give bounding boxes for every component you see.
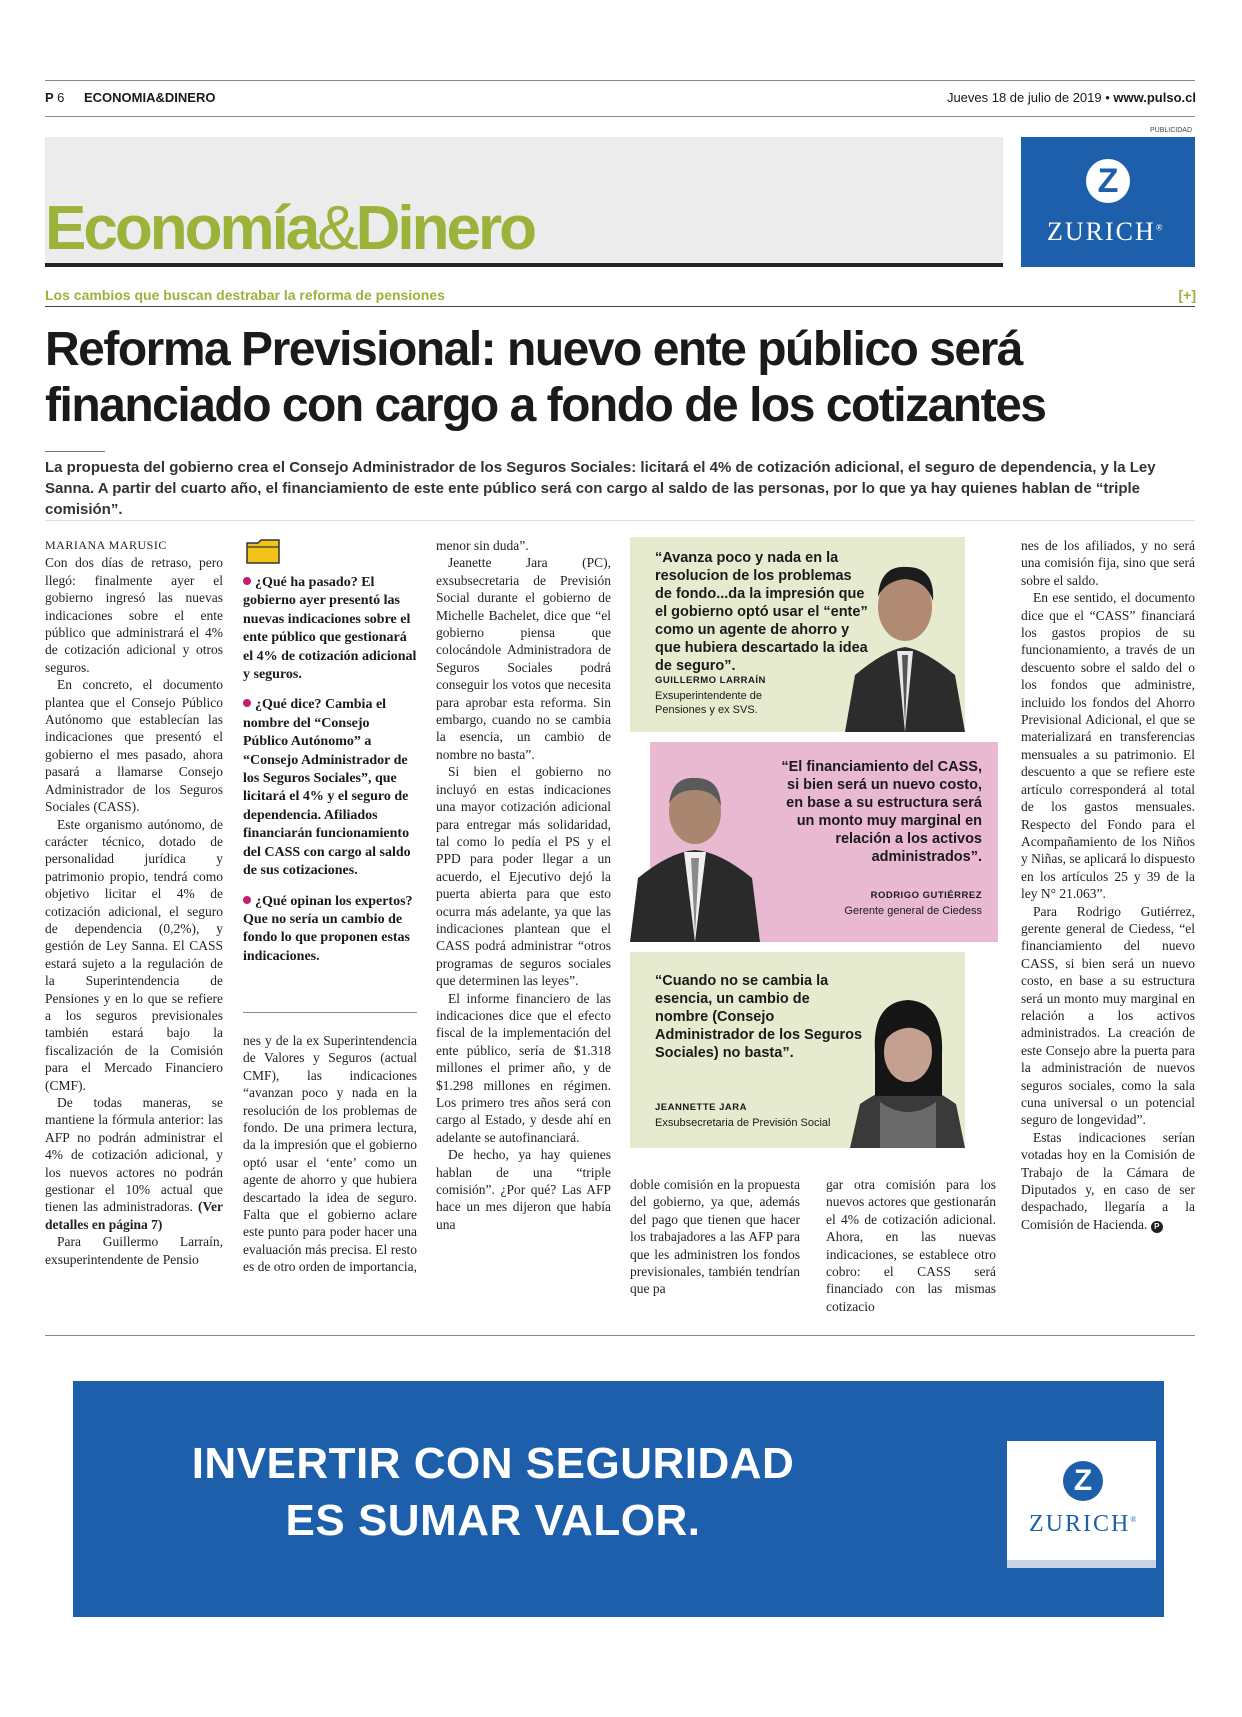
paragraph: gar otra comisión para los nuevos actores que gestionarán el 4% de cotización adicional. Ahora, en las nuevas indicaciones, se establece otro cobro: el CASS será financiado con las mismas cotizacio <box>826 1177 996 1314</box>
paragraph: Para Rodrigo Gutiérrez, gerente general de Ciedess, “el financiamiento del nuevo CASS, si bien será un nuevo costo, en base a su estructura será un monto muy marginal en relación a los activos administrados. La creación de este Consejo abre la puerta para la administración de nuevos seguros sociales, como la sala cuna universal o un potencial seguro de longevidad”. <box>1021 903 1195 1128</box>
quote-role: Gerente general de Ciedess <box>844 905 982 917</box>
paragraph: En concreto, el documento plantea que el Consejo Público Autónomo que establecían las indicaciones que presentó el gobierno el mes pasado, ahora pasará a llamarse Consejo Administrador de los Seguros Sociales (CASS). <box>45 677 223 815</box>
bullet-icon <box>243 896 251 904</box>
quote-author: RODRIGO GUTIÉRREZ <box>870 890 982 901</box>
headline: Reforma Previsional: nuevo ente público será financiado con cargo a fondo de los cotizantes <box>45 323 1046 432</box>
quote-role: Exsubsecretaria de Previsión Social <box>655 1117 831 1129</box>
body-column-3 <box>436 537 611 1233</box>
zurich-ad-box[interactable] <box>1021 137 1195 267</box>
paragraph: doble comisión en la propuesta del gobierno, ya que, además del pago que tienen que hacer los trabajadores a las AFP para que les administren los fondos previsionales, también tendrían que pa <box>630 1177 800 1297</box>
quote-author: JEANNETTE JARA <box>655 1102 747 1113</box>
ad-headline-line1: INVERTIR CON SEGURIDAD <box>191 1439 795 1488</box>
header-rule <box>45 116 1195 117</box>
paragraph: menor sin duda”. <box>436 538 529 553</box>
zurich-logo-icon: Z <box>1063 1461 1103 1501</box>
bajada: La propuesta del gobierno crea el Consejo Administrador de los Seguros Sociales: licitará el 4% de cotización adicional, el seguro de dependencia, y la Ley Sanna. A partir del cuarto año, el financiamiento de este ente público será con cargo al saldo de las personas, por lo que ya hay quienes hablan de “triple comisión”. <box>45 459 1156 518</box>
see-details-ref: (Ver detalles en página 7) <box>45 1199 223 1232</box>
body-top-rule <box>45 520 1195 521</box>
portrait-larrain <box>845 555 965 732</box>
portrait-jara <box>850 992 965 1148</box>
body-column-2 <box>243 1032 417 1276</box>
kicker: Los cambios que buscan destrabar la reforma de pensiones <box>45 287 445 303</box>
page-folio: P 6 <box>45 90 65 105</box>
kicker-rule <box>45 306 1195 307</box>
quote-text: “El financiamiento del CASS, si bien será un nuevo costo, en base a su estructura será un monto muy marginal en relación a los activos administrados”. <box>781 759 982 865</box>
paragraph: De hecho, ya hay quienes hablan de una “triple comisión”. ¿Por qué? Las AFP hace un mes dijeron que había una <box>436 1147 611 1232</box>
masthead-title: Economía&Dinero <box>45 194 535 263</box>
site-url[interactable]: www.pulso.cl <box>1113 90 1196 105</box>
paragraph: En ese sentido, el documento dice que el “CASS” financiará los gastos propios de su funcionamiento, a través de un descuento sobre el saldo del o los fondos que administre, incluido los fondos del Ahorro Previsional Adicional, el que se materializará en transferencias mensuales a su patrimonio. El descuento a que se refiere este artículo corresponderá al total de los gastos mensuales. Respecto del Fondo para el Acompañamiento de los Niños y Niñas, se aplicará lo dispuesto en los artículos 25 y 39 de la ley N° 21.063”. <box>1021 590 1195 902</box>
paragraph: Este organismo autónomo, de carácter técnico, dotado de personalidad jurídica y patrimonio propio, tendrá como objetivo licitar el 4% de cotización adicional, el seguro de dependencia (0,2%), y gestión de Ley Sanna. El CASS estará sujeto a la regulación de la Superintendencia de Pensiones y en lo que se refiere a los seguros previsionales también estará bajo la fiscalización de la Comisión para el Mercado Financiero (CMF). <box>45 816 223 1093</box>
quote-box-jara <box>630 952 965 1148</box>
zurich-advertisement[interactable] <box>73 1381 1164 1617</box>
top-rule <box>45 80 1195 81</box>
body-column-4 <box>630 1176 800 1298</box>
paragraph: nes de los afiliados, y no será una comisión fija, sino que será sobre el saldo. <box>1021 538 1195 588</box>
paragraph: Si bien el gobierno no incluyó en estas indicaciones una mayor cotización adicional para entregar más solidaridad, tal como lo pedía el PS y el PPD para poder llegar a un acuerdo, el Ejecutivo dejó la puerta abierta para que esto ocurra más adelante, ya que las indicaciones plantean que el CASS podrá administrar “otros programas de seguros sociales que determinen las leyes”. <box>436 764 611 989</box>
bullet-icon <box>243 577 251 585</box>
paragraph: El informe financiero de las indicaciones dice que el efecto fiscal de la implementación del ente público, sería de $1.318 millones el primer año, y de $1.298 millones en régimen. Los primero tres años será con cargo al Estado, y desde ahí en adelante se autofinanciará. <box>436 990 611 1145</box>
qa-item: ¿Qué opinan los expertos? Que no sería un cambio de fondo lo que proponen estas indicaciones. <box>243 893 413 964</box>
qa-rule <box>243 1012 417 1013</box>
qa-item: ¿Qué dice? Cambia el nombre del “Consejo Público Autónomo” a “Consejo Administrador de los Seguros Sociales”, que licitará el 4% y el seguro de dependencia. Afiliados financiarán funcionamiento del CASS con cargo al saldo de sus cotizaciones. <box>243 697 411 879</box>
folder-icon <box>245 537 281 565</box>
paragraph: De todas maneras, se mantiene la fórmula anterior: las AFP no podrán administrar el 4% de cotización adicional, y los nuevos actores no podrán gestionar el 10% actual que tienen las administradoras. (Ver detalles en página 7) <box>45 1095 223 1232</box>
section-masthead <box>45 137 1003 267</box>
body-column-5 <box>826 1176 996 1315</box>
qa-sidebar <box>243 574 417 978</box>
paragraph: nes y de la ex Superintendencia de Valores y Seguros (actual CMF), las indicaciones “avanzan poco y nada en la resolución de los problemas de fondo. De una primera lectura, da la impresión que el gobierno optó usar el ‘ente’ como un agente de ahorro y que hubiera descartado la idea de seguro. Falta que el gobierno aclare este punto para poder hacer una evaluación más precisa. El resto es de otro orden de importancia, <box>243 1033 417 1275</box>
body-column-1 <box>45 537 223 1268</box>
quote-box-gutierrez <box>630 742 998 942</box>
more-link[interactable]: [+] <box>1178 287 1196 303</box>
quote-role: Exsuperintendente de Pensiones y ex SVS. <box>655 690 763 716</box>
zurich-logo-icon: Z <box>1086 159 1130 203</box>
publicidad-label: PUBLICIDAD <box>1150 127 1193 134</box>
quote-author: GUILLERMO LARRAÍN <box>655 675 766 686</box>
ad-logo-strip <box>1007 1560 1156 1568</box>
paragraph: Jeanette Jara (PC), exsubsecretaria de Previsión Social durante el gobierno de Michelle Bachelet, dice que “el gobierno piensa que colocándole Administradora de Seguros Sociales podrá conseguir los votos que necesita para aprobar esta reforma. Sin embargo, cuando no se cambia la esencia, un cambio de nombre no basta”. <box>436 555 611 762</box>
paragraph: Estas indicaciones serían votadas hoy en la Comisión de Trabajo de la Cámara de Diputados y, en caso de ser despachado, llegaría a la Comisión de Hacienda. P <box>1021 1129 1195 1232</box>
quote-text: “Cuando no se cambia la esencia, un cambio de nombre (Consejo Administrador de los Seguros Sociales) no basta”. <box>655 973 863 1061</box>
bottom-rule <box>45 1335 1195 1336</box>
quote-text: “Avanza poco y nada en la resolucion de los problemas de fondo...da la impresión que el gobierno optó usar el “ente” como un agente de ahorro y que hubiera descartado la idea de seguro”. <box>655 550 868 674</box>
quote-box-larrain <box>630 537 965 732</box>
ad-logo-box <box>1007 1441 1156 1568</box>
paragraph: Para Guillermo Larraín, exsuperintendente de Pensio <box>45 1234 223 1267</box>
end-mark-icon: P <box>1151 1221 1163 1233</box>
paragraph: Con dos días de retraso, pero llegó: finalmente ayer el gobierno ingresó las nuevas indicaciones sobre el ente público que administrará el 4% de cotización adicional y otros seguros. <box>45 555 223 675</box>
body-column-6 <box>1021 537 1195 1233</box>
bajada-rule <box>45 451 105 452</box>
zurich-wordmark: ZURICH® <box>1029 1511 1139 1537</box>
zurich-wordmark: ZURICH® <box>1047 217 1165 246</box>
portrait-gutierrez <box>630 760 760 942</box>
byline: MARIANA MARUSIC <box>45 538 167 552</box>
ad-headline-line2: ES SUMAR VALOR. <box>285 1496 701 1545</box>
qa-item: ¿Qué ha pasado? El gobierno ayer presentó las nuevas indicaciones sobre el ente público que gestionará el 4% de cotización adicional y seguros. <box>243 575 417 683</box>
dateline: Jueves 18 de julio de 2019 • www.pulso.cl <box>946 90 1196 105</box>
bullet-icon <box>243 699 251 707</box>
section-name: ECONOMIA&DINERO <box>84 90 216 105</box>
